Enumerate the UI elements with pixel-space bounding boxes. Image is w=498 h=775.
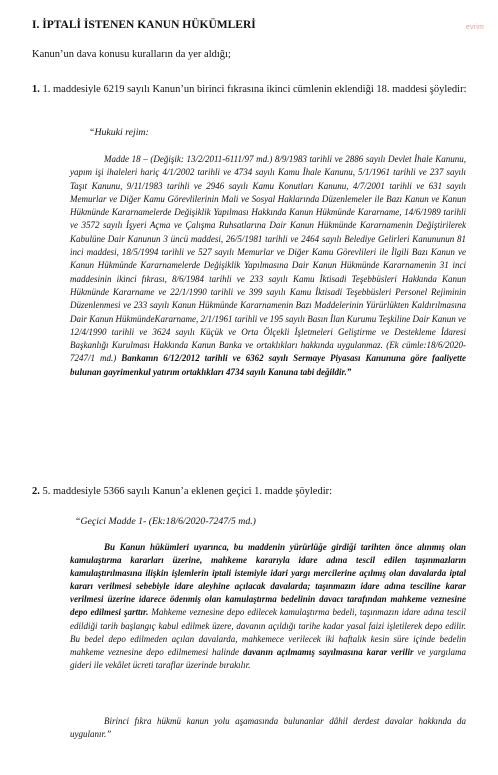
item1-title: “Hukuki rejim: [89,127,149,138]
item1-text: 1. maddesiyle 6219 sayılı Kanun’un birinci fıkrasına ikinci cümlenin eklendiği 18. maddesi şöyledir: [39,84,467,95]
item2-body-plain: Mahkeme veznesine depo edilecek kamulaştırma bedeli, taşınmazın idare adına tescil edildiği tarih başlangıç kabul edilmek üzere, davanın açıldığı tarihe kadar yasal faizi işletilerek depo edilir. Bu bedel depo edilmeden açılan davalarda, mahkemece verilecek iki haftalık kesin süre içinde bedelin mahkeme veznesine depo edilmemesi halinde [70,607,466,657]
item2-body-bold2: davanın açılmamış sayılmasına karar verilir [242,646,414,657]
item2-body-plain2: ve yargılama gideri ile vekâlet ücreti taraflar üzerinde bırakılır. [70,646,466,670]
item2-number: 2. [32,486,40,497]
item1-paragraph [32,82,480,98]
item2-body [70,541,466,672]
item2-title: “Geçici Madde 1- (Ek:18/6/2020-7247/5 md.) [75,516,256,527]
item1-body-plain: Madde 18 – (Değişik: 13/2/2011-6111/97 md.) 8/9/1983 tarihli ve 2886 sayılı Devlet İhale Kanunu, yapım işi ihaleleri hariç 4/1/2002 tarihli ve 4734 sayılı Kamu İhale Kanunu, 5/1/1961 tarihli ve 237 sayılı Taşıt Kanunu, 9/11/1983 tarihli ve 2946 sayılı Kamu Konutları Kanunu, 4/7/2001 tarihli ve 631 sayılı Memurlar ve Diğer Kamu Görevlilerinin Mali ve Sosyal Haklarında Düzenlemeler ile Bazı Kanun ve Kanun Hükmünde Kararnamelerde Değişiklik Yapılması Hakkında Kanun Hükmünde Kararname, 14/6/1989 tarihli ve 3572 sayılı İşyeri Açma ve Çalışma Ruhsatlarına Dair Kanun Hükmünde Kararnamenin Değiştirilerek Kabulüne Dair Kanunun 3 üncü maddesi, 26/5/1981 tarihli ve 2464 sayılı Belediye Gelirleri Kanununun 81 inci maddesi, 18/5/1994 tarihli ve 527 sayılı Memurlar ve Diğer Kamu Görevlileri ile İlgili Bazı Kanun ve Kanun Hükmünde Kararnamelerde Değişiklik Yapılmasına Dair Kanun Hükmünde Kararnamenin 31 inci maddesinin ikinci fıkrası, 8/6/1984 tarihli ve 233 sayılı Kamu İktisadi Teşebbüsleri Hakkında Kanun Hükmünde Kararname ve 22/1/1990 tarihli ve 399 sayılı Kamu İktisadi Teşebbüsleri Personel Rejiminin Düzenlenmesi ve 233 sayılı Kanun Hükmünde Kararnamenin Bazı Maddelerinin Yürürlükten Kaldırılmasına Dair Kanun HükmündeKararname, 2/1/1961 tarihli ve 195 sayılı Basın İlan Kurumu Teşkiline Dair Kanun ve 12/4/1990 tarihli ve 3624 sayılı Küçük ve Orta Ölçekli İşletmeleri Geliştirme ve Destekleme İdaresi Başkanlığı Kurulması Hakkında Kanun Banka ve ortaklıkları hakkında uygulanmaz. (Ek cümle:18/6/2020-7247/1 md.) [70,154,466,364]
item2-final: Birinci fıkra hükmü kanun yolu aşamasında bulunanlar dâhil derdest davalar hakkında da uygulanır.” [70,716,466,740]
watermark: evrim [465,24,484,31]
intro-text: Kanun’un dava konusu kuralların da yer aldığı; [32,49,231,60]
item2-paragraph [32,486,332,497]
item2-text: 5. maddesiyle 5366 sayılı Kanun’a eklenen geçici 1. madde şöyledir: [39,486,333,497]
item1-body [70,153,466,379]
section-heading: I. İPTALİ İSTENEN KANUN HÜKÜMLERİ [32,19,256,31]
item1-body-bold: Bankanın 6/12/2012 tarihli ve 6362 sayılı Sermaye Piyasası Kanununa göre faaliyette bulunan gayrimenkul yatırım ortaklıkları 4734 sayılı Kanuna tabi değildir.” [70,353,466,377]
item1-number: 1. [32,84,40,95]
item2-body-bold1: Bu Kanun hükümleri uyarınca, bu maddenin yürürlüğe girdiği tarihten önce alınmış olan kamulaştırma kararları üzerine, mahkeme kararıyla idare adına tescil edilen taşınmazların kamulaştırılmasına ilişkin işlemlerin iptali istemiyle idari yargı mercilerine açılmış olan davalarda iptal kararı verilmesi sebebiyle idare aleyhine açılacak davalarda; taşınmazın idare adına tesciline karar verilmesi üzerine idarece ödenmiş olan kamulaştırma bedelinin davacı tarafından mahkeme veznesine depo edilmesi şarttır. [70,542,466,618]
